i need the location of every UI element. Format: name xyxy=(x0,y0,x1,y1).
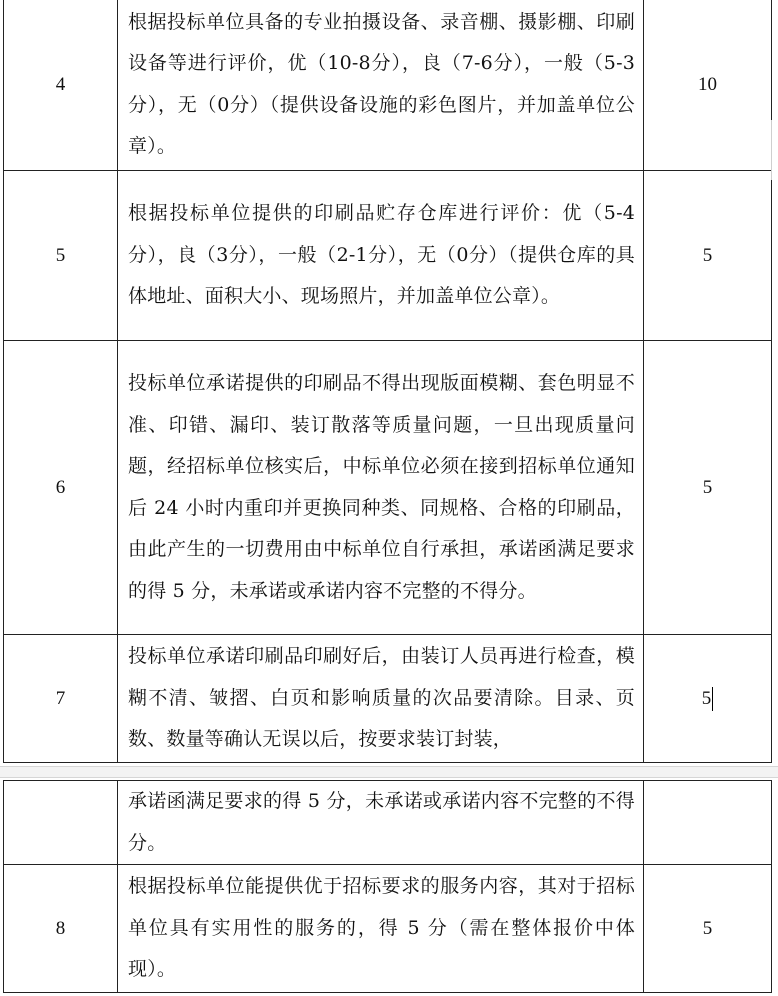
score-value: 5 xyxy=(701,687,712,709)
criteria-description-cell[interactable]: 承诺函满足要求的得 5 分，未承诺或承诺内容不完整的不得分。 xyxy=(118,781,644,865)
criteria-description-cell[interactable]: 根据投标单位具备的专业拍摄设备、录音棚、摄影棚、印刷设备等进行评价，优（10-8分），良（7-6分），一般（5-3分），无（0分）（提供设备设施的彩色图片，并加盖单位公章）。 xyxy=(118,0,644,171)
row-number-cell: 4 xyxy=(4,0,118,171)
table-row xyxy=(4,635,772,763)
score-cell-with-cursor[interactable] xyxy=(644,635,772,763)
row-number-cell: 7 xyxy=(4,635,118,763)
table-row xyxy=(4,341,772,635)
row-number-cell: 6 xyxy=(4,341,118,635)
score-cell: 5 xyxy=(644,171,772,341)
scoring-table-page-2 xyxy=(3,780,772,993)
criteria-description-cell[interactable]: 投标单位承诺印刷品印刷好后，由装订人员再进行检查，模糊不清、皱摺、白页和影响质量的次品要清除。目录、页数、数量等确认无误以后，按要求装订封装， xyxy=(118,635,644,763)
table-row xyxy=(4,781,772,865)
text-cursor xyxy=(712,687,713,711)
criteria-description-cell[interactable]: 根据投标单位能提供优于招标要求的服务内容，其对于招标单位具有实用性的服务的，得 5 分（需在整体报价中体现）。 xyxy=(118,865,644,993)
score-cell: 5 xyxy=(644,865,772,993)
table-row xyxy=(4,171,772,341)
score-cell: 5 xyxy=(644,341,772,635)
table-row xyxy=(4,0,772,171)
scoring-table-page-1 xyxy=(3,0,772,763)
score-cell xyxy=(644,781,772,865)
row-number-cell: 5 xyxy=(4,171,118,341)
score-cell: 10 xyxy=(644,0,772,171)
criteria-description-cell[interactable]: 投标单位承诺提供的印刷品不得出现版面模糊、套色明显不准、印错、漏印、装订散落等质量问题，一旦出现质量问题，经招标单位核实后，中标单位必须在接到招标单位通知后 24 小时内重印并更换同种类、同规格、合格的印刷品，由此产生的一切费用由中标单位自行承担，承诺函满足要求的得 5 分，未承诺或承诺内容不完整的不得分。 xyxy=(118,341,644,635)
page-break-separator xyxy=(0,766,778,778)
criteria-description-cell[interactable]: 根据投标单位提供的印刷品贮存仓库进行评价：优（5-4分），良（3分），一般（2-1分），无（0分）（提供仓库的具体地址、面积大小、现场照片，并加盖单位公章）。 xyxy=(118,171,644,341)
row-number-cell: 8 xyxy=(4,865,118,993)
row-number-cell xyxy=(4,781,118,865)
page-margin-marker xyxy=(771,120,778,180)
table-row xyxy=(4,865,772,993)
document-page-bottom xyxy=(0,778,778,996)
